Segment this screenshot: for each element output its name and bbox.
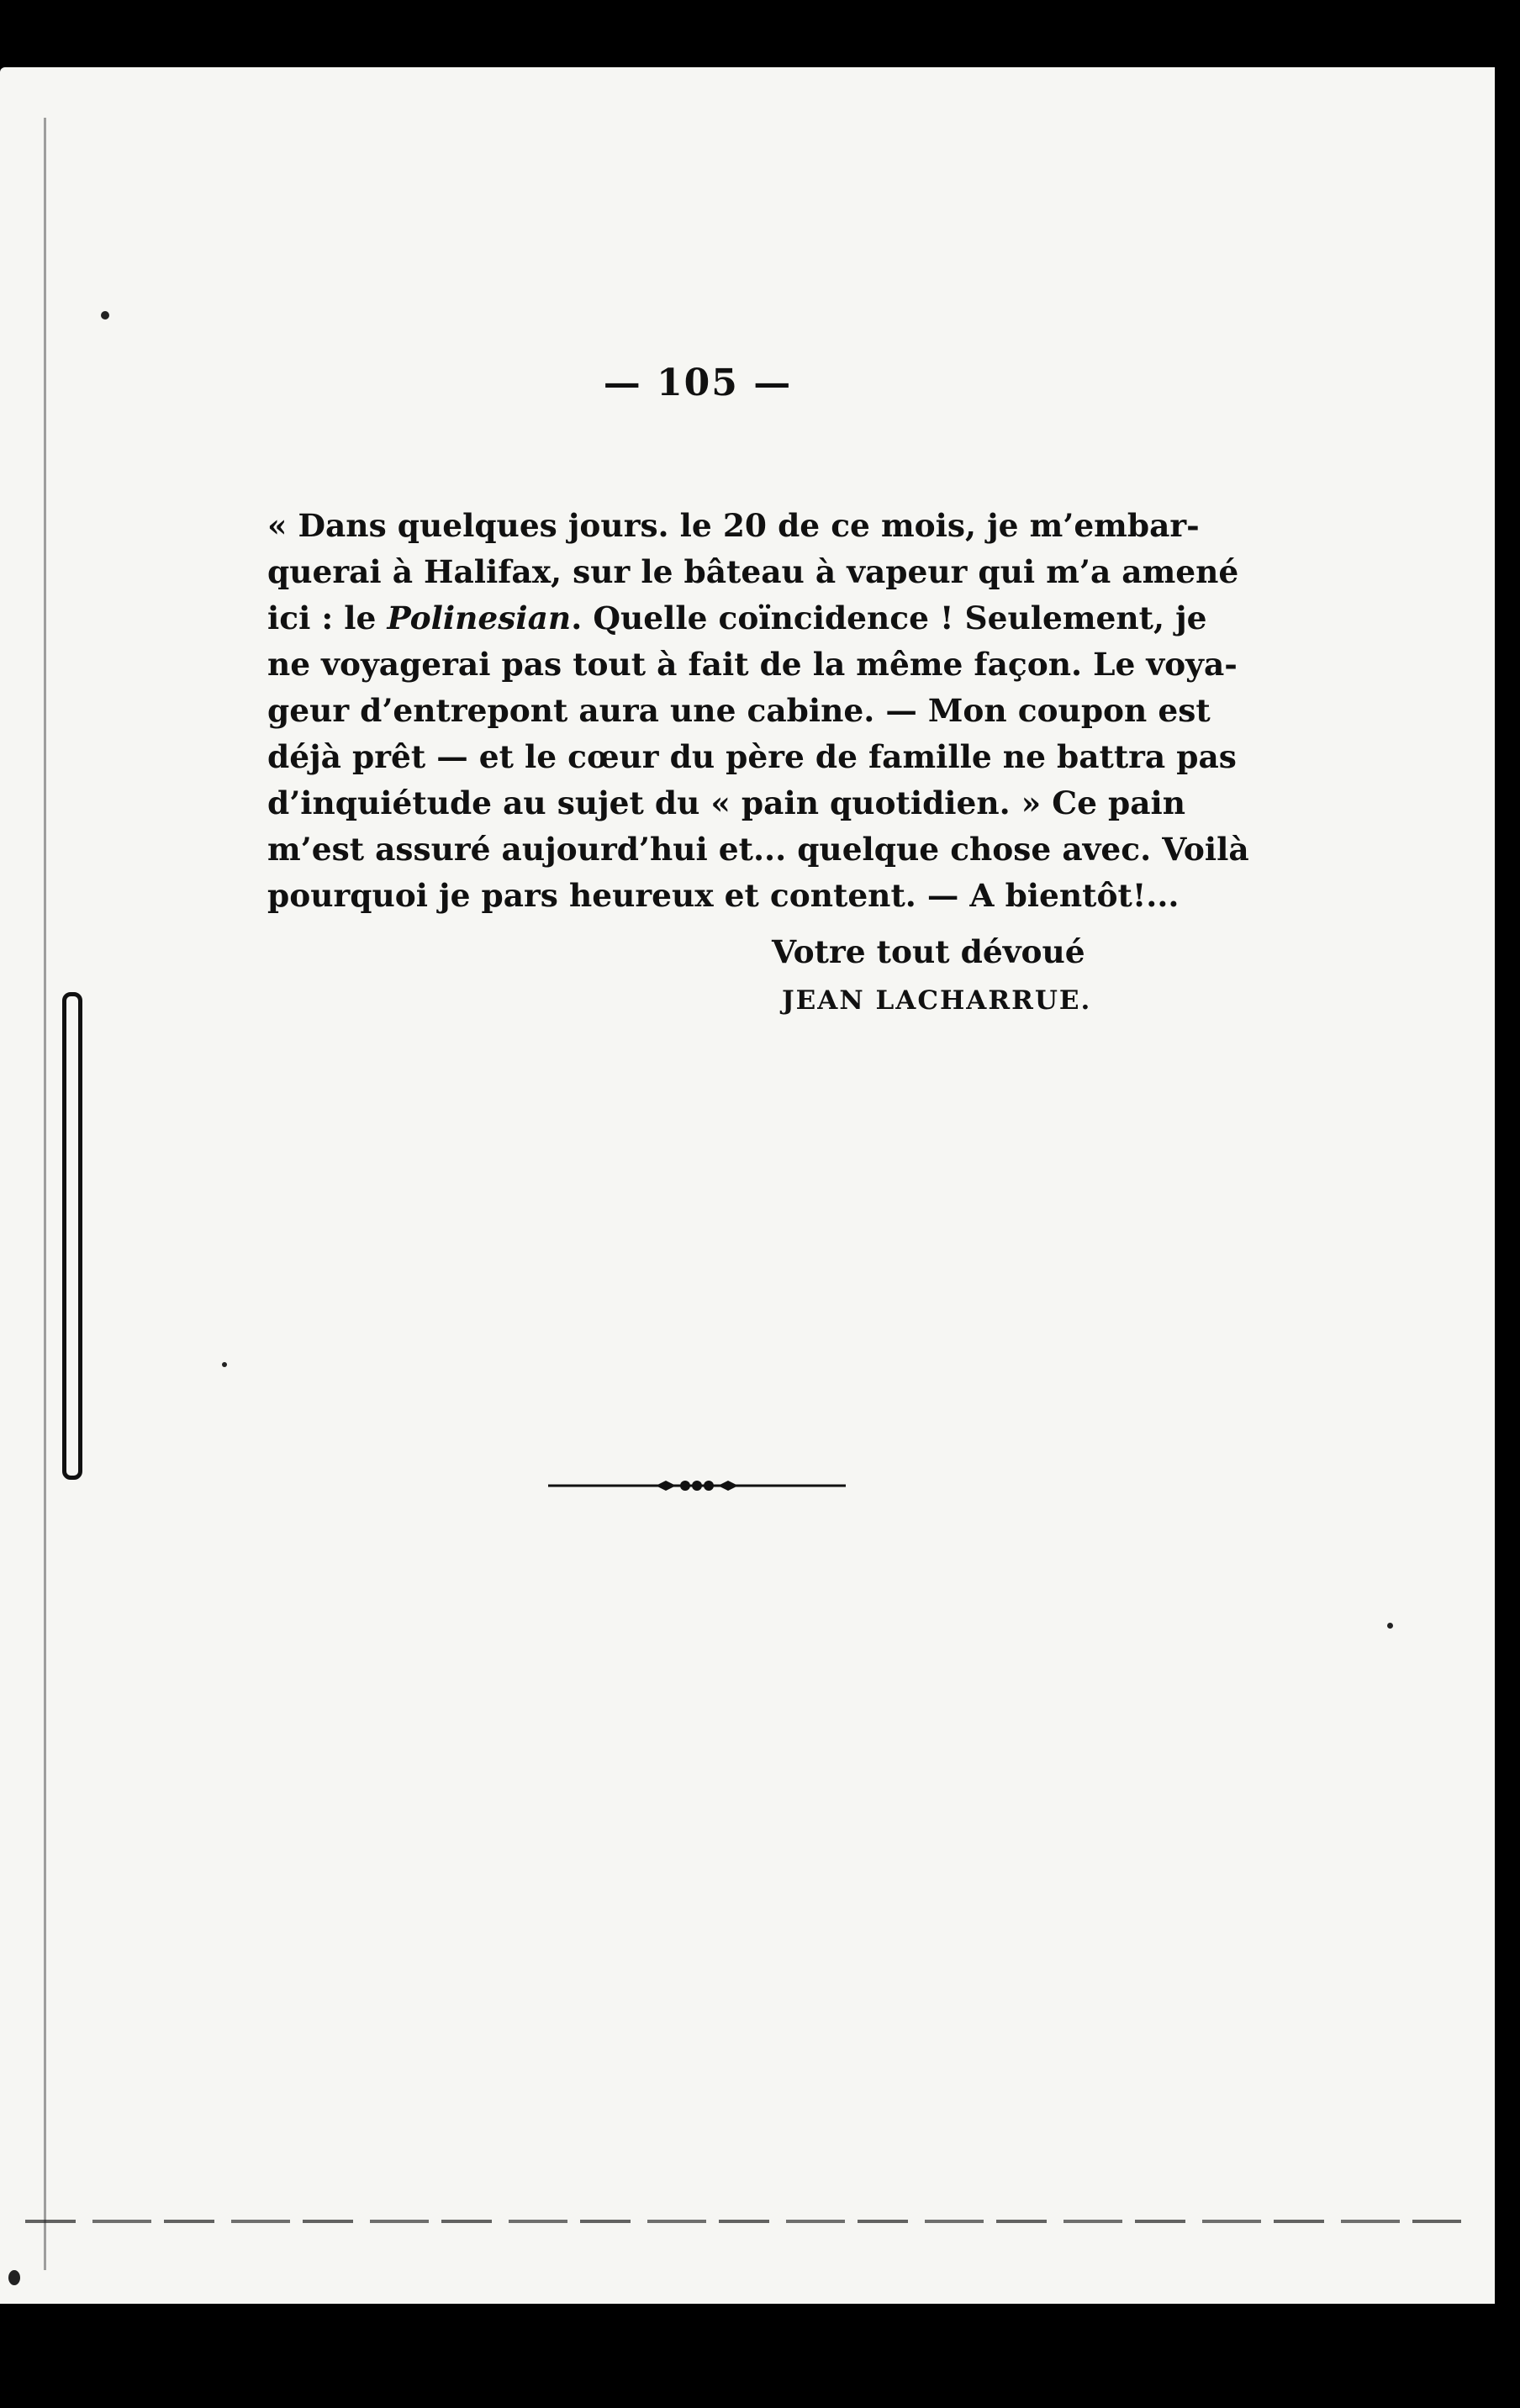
ink-speck (1387, 1623, 1393, 1629)
text-line: déjà prêt — et le cœur du père de famille ne battra pas (267, 738, 1237, 775)
ornament-divider (548, 1473, 846, 1498)
ink-speck (222, 1362, 227, 1367)
text-line: m’est assuré aujourd’hui et... quelque chose avec. Voilà (267, 831, 1249, 868)
text-line: geur d’entrepont aura une cabine. — Mon coupon est (267, 692, 1211, 729)
ship-name: Polinesian (387, 599, 572, 636)
body-paragraph (267, 503, 1249, 919)
closing-salutation: Votre tout dévoué (772, 933, 1085, 970)
text-line: ne voyagerai pas tout à fait de la même façon. Le voya- (267, 646, 1238, 683)
ink-speck (8, 2270, 20, 2285)
ink-speck (101, 311, 109, 319)
text-line: ici : le Polinesian. Quelle coïncidence ! Seulement, je (267, 599, 1207, 636)
text-line: pourquoi je pars heureux et content. — A bientôt!... (267, 877, 1180, 914)
bottom-edge-rule (25, 2220, 1461, 2223)
text-line: d’inquiétude au sujet du « pain quotidien. » Ce pain (267, 784, 1186, 821)
text-line: « Dans quelques jours. le 20 de ce mois, je m’embar- (267, 507, 1200, 544)
margin-rule (44, 118, 46, 2270)
paper-sheet (0, 67, 1495, 2304)
binding-mark (62, 992, 82, 1480)
signature-name: JEAN LACHARRUE. (782, 985, 1092, 1016)
page-number: — 105 — (603, 362, 793, 404)
text-line: querai à Halifax, sur le bâteau à vapeur qui m’a amené (267, 553, 1239, 590)
